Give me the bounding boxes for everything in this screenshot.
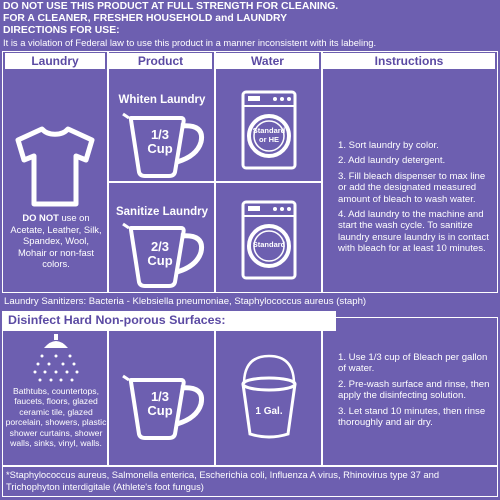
bucket-icon	[240, 354, 298, 440]
product-title-sanitize: Sanitize Laundry	[115, 206, 209, 218]
column-header-product: Product	[109, 53, 212, 69]
disinfect-amount-bottom: Cup	[147, 403, 173, 418]
divider	[321, 331, 323, 466]
washer-label-bottom: or HE	[258, 135, 279, 144]
instruction-step: 3. Fill bleach dispenser to max line or add the designated measured amount of bleach to wash water.	[338, 170, 486, 205]
bucket-label: 1 Gal.	[255, 406, 283, 417]
organisms-footnote: *Staphylococcus aureus, Salmonella enterica, Escherichia coli, Influenza A virus, Rhinovirus type 37 and Trichophyton interdigitale (Athlete's foot fungus)	[6, 469, 440, 492]
instruction-step: 3. Let stand 10 minutes, then rinse thoroughly and air dry.	[338, 405, 486, 429]
disinfect-title: Disinfect Hard Non-porous Surfaces:	[8, 313, 226, 327]
laundry-warning: DO NOT use on Acetate, Leather, Silk, Spandex, Wool, Mohair or non-fast colors.	[10, 212, 102, 270]
washer-label: Standard	[252, 240, 286, 249]
instruction-step: 2. Add laundry detergent.	[338, 155, 446, 167]
disinfect-surfaces: Bathtubs, countertops, faucets, floors, glazed ceramic tile, glazed porcelain, showers, plastic shower curtains, shower walls, sinks, vinyl, walls.	[5, 386, 107, 449]
sanitize-amount-bottom: Cup	[147, 253, 173, 268]
column-header-instructions: Instructions	[323, 53, 495, 69]
laundry-sanitizers: Laundry Sanitizers: Bacteria - Klebsiella pneumoniae, Staphylococcus aureus (staph)	[4, 296, 367, 307]
divider	[2, 465, 498, 467]
header-federal-law: It is a violation of Federal law to use this product in a manner inconsistent with its labeling.	[3, 37, 377, 48]
disinfect-instructions	[338, 352, 496, 432]
laundry-instructions	[338, 140, 496, 259]
washer-label-top: Standard	[252, 126, 286, 135]
divider	[107, 52, 109, 292]
divider	[107, 331, 109, 466]
whiten-amount-top: 1/3	[150, 127, 170, 142]
instruction-step: 2. Pre-wash surface and rinse, then apply the disinfecting solution.	[338, 378, 490, 402]
whiten-amount-bottom: Cup	[147, 141, 173, 156]
column-header-laundry: Laundry	[5, 53, 105, 69]
header-warning-strength: DO NOT USE THIS PRODUCT AT FULL STRENGTH FOR CLEANING.	[3, 1, 339, 12]
instruction-step: 1. Use 1/3 cup of Bleach per gallon of water.	[338, 352, 488, 375]
divider	[321, 52, 323, 292]
header-cleaner-household: FOR A CLEANER, FRESHER HOUSEHOLD and LAUNDRY	[3, 13, 288, 24]
disinfect-amount-top: 1/3	[150, 389, 170, 404]
header-directions: DIRECTIONS FOR USE:	[3, 25, 120, 36]
shower-head-icon	[34, 334, 78, 384]
divider	[108, 181, 321, 183]
product-title-whiten: Whiten Laundry	[118, 94, 206, 106]
divider	[214, 52, 216, 292]
divider	[214, 331, 216, 466]
instruction-step: 1. Sort laundry by color.	[338, 140, 439, 151]
column-header-water: Water	[216, 53, 319, 69]
instruction-step: 4. Add laundry to the machine and start the wash cycle. To sanitize laundry ensure laundry is in contact with bleach for at least 10 minutes.	[338, 209, 489, 255]
sanitize-amount-top: 2/3	[150, 239, 170, 254]
tshirt-icon	[14, 126, 96, 206]
